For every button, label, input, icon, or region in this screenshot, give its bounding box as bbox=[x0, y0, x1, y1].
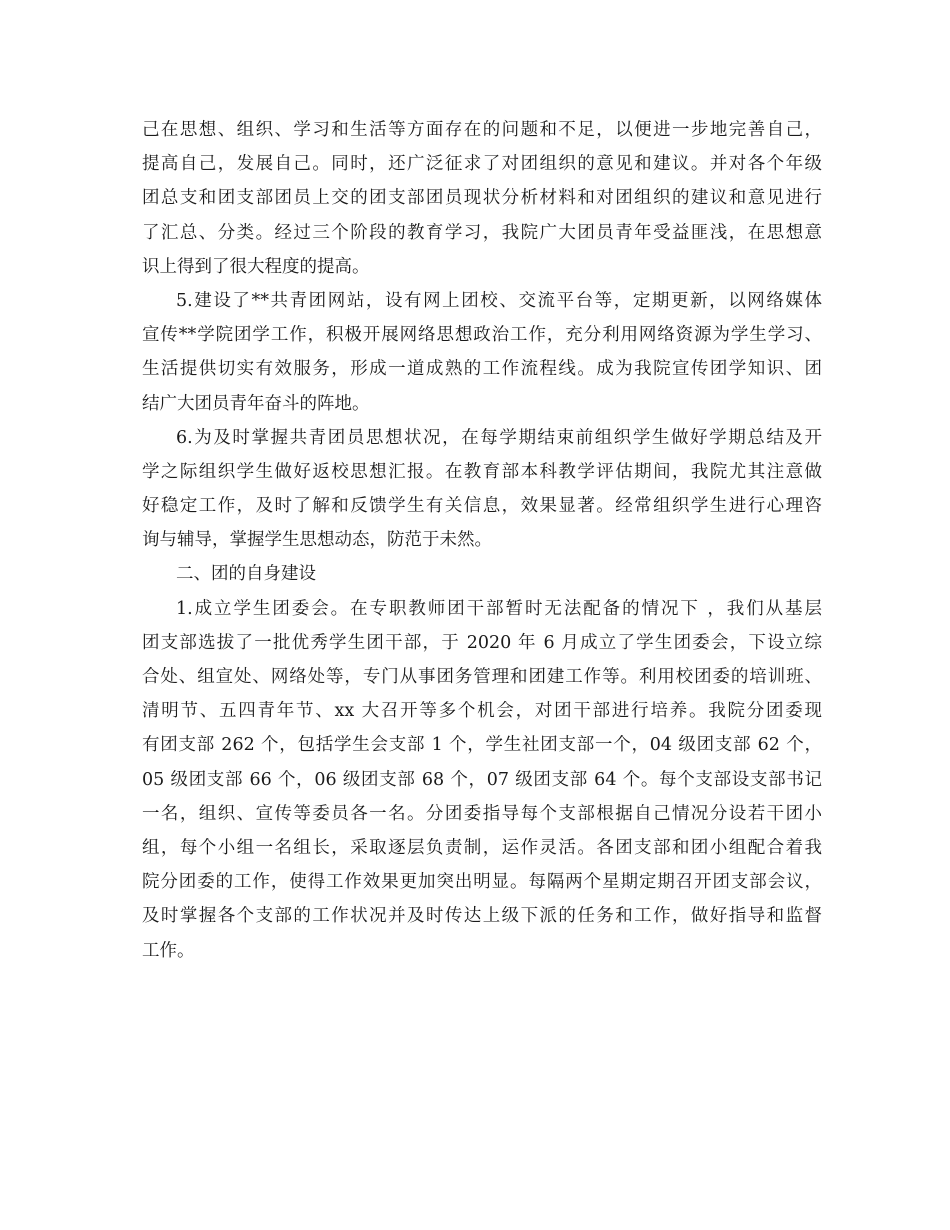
text-line: 询与辅导，掌握学生思想动态，防范于未然。 bbox=[142, 530, 492, 551]
text-line: 生活提供切实有效服务，形成一道成熟的工作流程线。成为我院宣传团学知识、团 bbox=[142, 359, 822, 380]
text-line: 团总支和团支部团员上交的团支部团员现状分析材料和对团组织的建议和意见进行 bbox=[142, 188, 822, 209]
paragraph-start-line: 1.成立学生团委会。在专职教师团干部暂时无法配备的情况下 ，我们从基层 bbox=[176, 598, 822, 619]
text-line: 工作。 bbox=[142, 940, 195, 961]
section-heading: 二、团的自身建设 bbox=[176, 564, 316, 585]
text-line: 清明节、五四青年节、xx 大召开等多个机会，对团干部进行培养。我院分团委现 bbox=[142, 701, 822, 722]
text-line: 院分团委的工作，使得工作效果更加突出明显。每隔两个星期定期召开团支部会议， bbox=[142, 872, 822, 893]
text-line: 结广大团员青年奋斗的阵地。 bbox=[142, 393, 370, 414]
text-line: 一名，组织、宣传等委员各一名。分团委指导每个支部根据自己情况分设若干团小 bbox=[142, 803, 822, 824]
text-line: 及时掌握各个支部的工作状况并及时传达上级下派的任务和工作，做好指导和监督 bbox=[142, 906, 822, 927]
text-line: 己在思想、组织、学习和生活等方面存在的问题和不足，以便进一步地完善自己， bbox=[142, 120, 822, 140]
paragraph-start-line: 5.建设了**共青团网站，设有网上团校、交流平台等，定期更新，以网络媒体 bbox=[176, 290, 822, 311]
text-line: 宣传**学院团学工作，积极开展网络思想政治工作，充分利用网络资源为学生学习、 bbox=[142, 325, 822, 346]
text-line: 组，每个小组一名组长，采取逐层负责制，运作灵活。各团支部和团小组配合着我 bbox=[142, 837, 822, 858]
text-line: 05 级团支部 66 个，06 级团支部 68 个，07 级团支部 64 个。每个支部设支部书记 bbox=[142, 769, 822, 790]
text-line: 好稳定工作，及时了解和反馈学生有关信息，效果显著。经常组织学生进行心理咨 bbox=[142, 496, 822, 517]
text-line: 有团支部 262 个，包括学生会支部 1 个，学生社团支部一个，04 级团支部 62 个， bbox=[142, 735, 822, 756]
paragraph-start-line: 6.为及时掌握共青团员思想状况，在每学期结束前组织学生做好学期总结及开 bbox=[176, 427, 822, 448]
text-line: 提高自己，发展自己。同时，还广泛征求了对团组织的意见和建议。并对各个年级 bbox=[142, 154, 822, 175]
text-line: 识上得到了很大程度的提高。 bbox=[142, 256, 370, 277]
text-line: 团支部选拔了一批优秀学生团干部，于 2020 年 6 月成立了学生团委会，下设立综 bbox=[142, 632, 822, 653]
text-line: 合处、组宣处、网络处等，专门从事团务管理和团建工作等。利用校团委的培训班、 bbox=[142, 667, 822, 687]
text-line: 了汇总、分类。经过三个阶段的教育学习，我院广大团员青年受益匪浅，在思想意 bbox=[142, 222, 822, 243]
text-line: 学之际组织学生做好返校思想汇报。在教育部本科教学评估期间，我院尤其注意做 bbox=[142, 461, 822, 482]
document-body bbox=[142, 113, 822, 968]
